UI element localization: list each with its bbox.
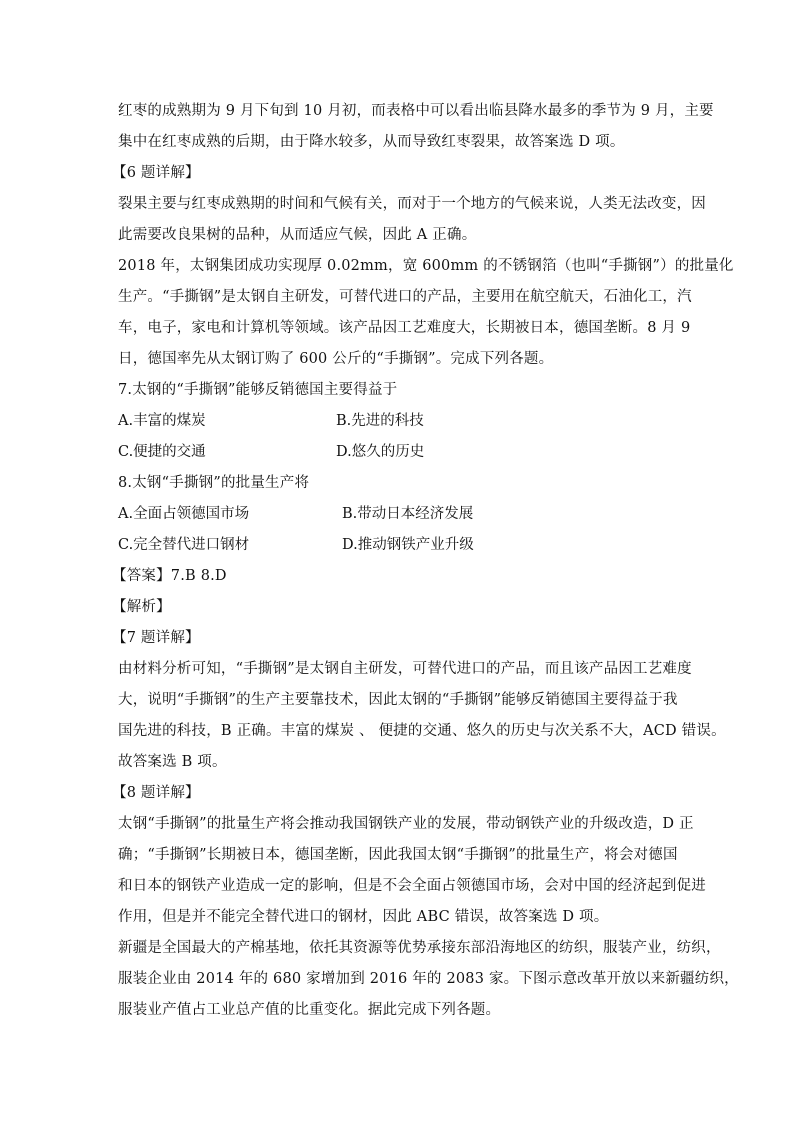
text-line: 车，电子，家电和计算机等领域。该产品因工艺难度大，长期被日本，德国垄断。8 月 9 bbox=[118, 320, 691, 336]
question-7: 7.太钢的“手撕钢”能够反销德国主要得益于 bbox=[118, 382, 398, 398]
q8-option-a: A.全面占领德国市场 bbox=[118, 506, 250, 522]
answer-line: 【答案】7.B 8.D bbox=[112, 568, 227, 584]
text-line: 大，说明“手撕钢”的生产主要靠技术，因此太钢的“手撕钢”能够反销德国主要得益于我 bbox=[118, 692, 678, 708]
text-line: 此需要改良果树的品种，从而适应气候，因此 A 正确。 bbox=[118, 227, 477, 243]
q8-option-d: D.推动钢铁产业升级 bbox=[342, 537, 474, 553]
text-line: 2018 年，太钢集团成功实现厚 0.02mm，宽 600mm 的不锈钢箔（也叫“手撕钢”）的批量化 bbox=[118, 258, 734, 274]
q7-option-b: B.先进的科技 bbox=[336, 413, 424, 429]
text-line: 服装业产值占工业总产值的比重变化。据此完成下列各题。 bbox=[118, 1002, 501, 1018]
section-heading: 【7 题详解】 bbox=[112, 630, 200, 646]
q7-option-d: D.悠久的历史 bbox=[336, 444, 425, 460]
text-line: 由材料分析可知，“手撕钢”是太钢自主研发，可替代进口的产品，而且该产品因工艺难度 bbox=[118, 661, 692, 677]
question-8: 8.太钢“手撕钢”的批量生产将 bbox=[118, 475, 310, 491]
text-line: 新疆是全国最大的产棉基地，依托其资源等优势承接东部沿海地区的纺织，服装产业，纺织， bbox=[118, 940, 721, 956]
text-line: 确；“手撕钢”长期被日本，德国垄断，因此我国太钢“手撕钢”的批量生产，将会对德国 bbox=[118, 847, 678, 863]
text-line: 裂果主要与红枣成熟期的时间和气候有关，而对于一个地方的气候来说，人类无法改变，因 bbox=[118, 196, 706, 212]
text-line: 和日本的钢铁产业造成一定的影响，但是不会全面占领德国市场，会对中国的经济起到促进 bbox=[118, 878, 706, 894]
section-heading: 【6 题详解】 bbox=[112, 165, 200, 181]
text-line: 太钢“手撕钢”的批量生产将会推动我国钢铁产业的发展，带动钢铁产业的升级改造，D 正 bbox=[118, 816, 694, 832]
q7-option-c: C.便捷的交通 bbox=[118, 444, 206, 460]
text-line: 红枣的成熟期为 9 月下旬到 10 月初，而表格中可以看出临县降水最多的季节为 9 月，主要 bbox=[118, 103, 714, 119]
section-heading: 【8 题详解】 bbox=[112, 785, 200, 801]
q7-option-a: A.丰富的煤炭 bbox=[118, 413, 206, 429]
text-line: 日，德国率先从太钢订购了 600 公斤的“手撕钢”。完成下列各题。 bbox=[118, 351, 554, 367]
text-line: 集中在红枣成熟的后期，由于降水较多，从而导致红枣裂果，故答案选 D 项。 bbox=[118, 134, 625, 150]
text-line: 服装企业由 2014 年的 680 家增加到 2016 年的 2083 家。下图示意改革开放以来新疆纺织， bbox=[118, 971, 739, 987]
q8-option-c: C.完全替代进口钢材 bbox=[118, 537, 250, 553]
section-heading: 【解析】 bbox=[112, 599, 171, 615]
q8-option-b: B.带动日本经济发展 bbox=[342, 506, 474, 522]
text-line: 作用，但是并不能完全替代进口的钢材，因此 ABC 错误，故答案选 D 项。 bbox=[118, 909, 609, 925]
text-line: 故答案选 B 项。 bbox=[118, 754, 227, 770]
text-line: 国先进的科技，B 正确。丰富的煤炭 、 便捷的交通、悠久的历史与次关系不大，ACD 错误。 bbox=[118, 723, 726, 739]
text-line: 生产。“手撕钢”是太钢自主研发，可替代进口的产品，主要用在航空航天，石油化工，汽 bbox=[118, 289, 692, 305]
